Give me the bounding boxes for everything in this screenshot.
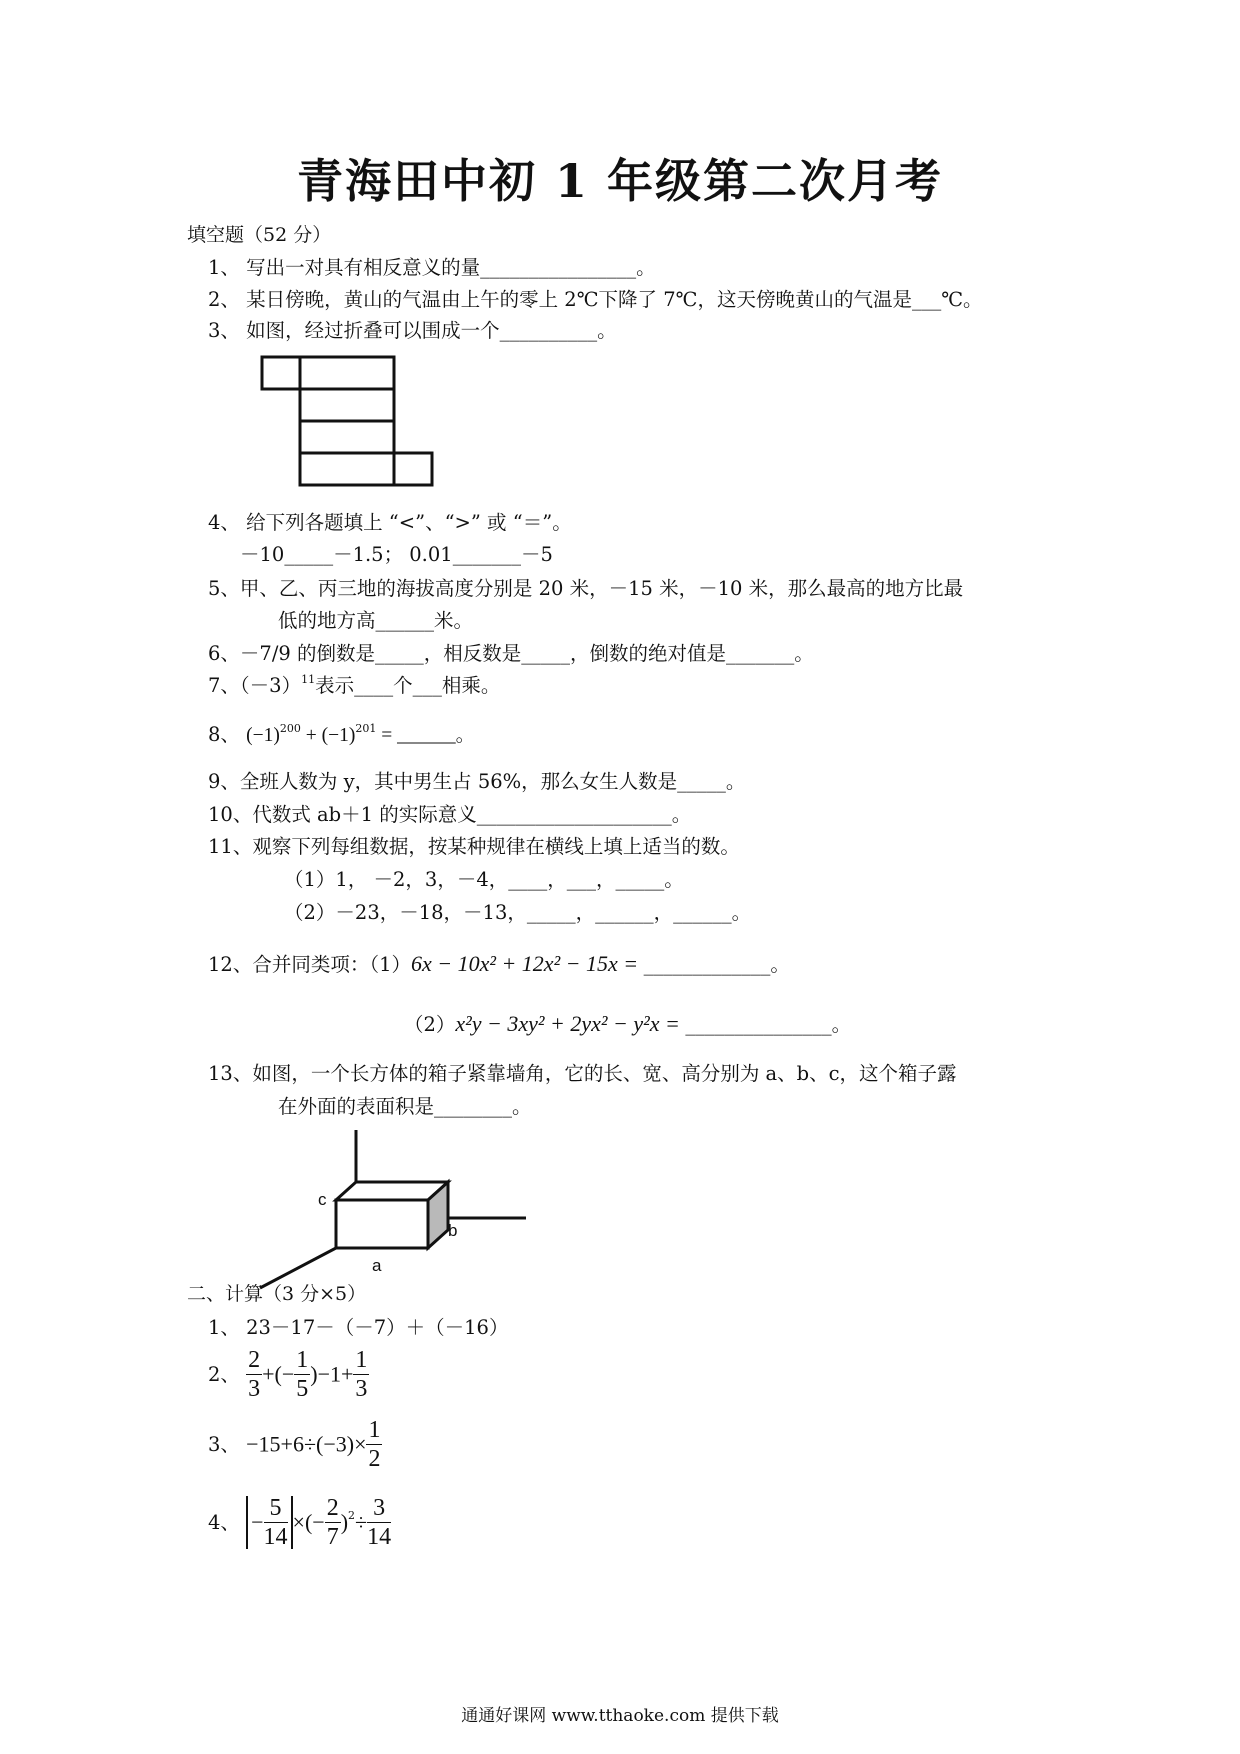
question-10: 10、代数式 ab＋1 的实际意义____________________。 — [208, 803, 692, 826]
calc-2 — [208, 1348, 369, 1401]
question-7-rest: 表示____个___相乘。 — [315, 674, 501, 697]
question-11-part-2: （2）－23，－18，－13，_____，______，______。 — [284, 901, 752, 924]
page-footer: 通通好课网 www.tthaoke.com 提供下载 — [461, 1706, 779, 1726]
calc-1: 1、 23－17－（－7）＋（－16） — [208, 1316, 509, 1339]
question-12-blank-2: _______________。 — [685, 1013, 852, 1036]
question-5-line-2: 低的地方高______米。 — [278, 609, 474, 632]
section-heading-fill-blank: 填空题（52 分） — [187, 224, 332, 246]
question-8-rest: = ______。 — [376, 725, 476, 746]
question-13-line-2: 在外面的表面积是________。 — [278, 1095, 532, 1118]
net-face-3 — [300, 421, 394, 453]
net-face-1 — [300, 357, 394, 389]
question-11-part-1: （1）1， －2，3，－4，____，___，_____。 — [284, 868, 684, 891]
calc-2-op-1: +(− — [262, 1361, 295, 1387]
question-12-part-1 — [208, 953, 790, 975]
net-face-left — [262, 357, 300, 389]
question-8-exp-2: 201 — [355, 722, 377, 735]
box-corner-figure — [250, 1120, 540, 1300]
calc-4-op-2: ÷ — [355, 1509, 368, 1535]
box-front-face — [336, 1200, 428, 1248]
calc-4-op-1: ×(− — [292, 1509, 325, 1535]
question-9: 9、全班人数为 y，其中男生占 56%，那么女生人数是_____。 — [208, 770, 746, 793]
calc-4: 4、 − $\frac{5}{14}$ ×(− $\frac{2}{7}$ )$^2$÷ $\frac{3}{14}$ — [208, 1495, 392, 1550]
calc-2-fraction-3: $\frac{1}{3}$ — [355, 1347, 368, 1402]
question-8 — [208, 722, 476, 746]
question-12-expression-2: x²y − 3xy² + 2yx² − y²x = — [455, 1011, 686, 1036]
question-7-base: 7、（－3） — [208, 674, 302, 697]
question-7-exponent: 11 — [301, 673, 316, 686]
calc-4-number: 4、 — [208, 1510, 240, 1534]
calc-3 — [208, 1418, 382, 1471]
net-face-right — [394, 453, 432, 485]
question-2: 2、 某日傍晚，黄山的气温由上午的零上 2℃下降了 7℃，这天傍晚黄山的气温是___℃。 — [208, 288, 983, 311]
calc-3-expression: −15+6÷(−3)× — [246, 1431, 367, 1457]
cube-net-figure — [260, 355, 440, 495]
box-label-b: b — [448, 1221, 458, 1240]
question-1: 1、 写出一对具有相反意义的量________________。 — [208, 256, 656, 279]
box-label-c: c — [318, 1190, 327, 1209]
question-12-blank-1: _____________。 — [643, 953, 790, 976]
question-8-term-2: + (−1) — [300, 725, 356, 746]
question-12-part-2 — [404, 1013, 851, 1035]
question-6: 6、－7/9 的倒数是_____，相反数是_____，倒数的绝对值是_______。 — [208, 642, 814, 665]
section-heading-calculation: 二、计算（3 分×5） — [187, 1283, 367, 1305]
calc-2-fraction-2: $\frac{1}{5}$ — [296, 1347, 309, 1402]
calc-4-fraction-2: $\frac{2}{7}$ — [326, 1495, 339, 1550]
calc-2-op-2: )−1+ — [310, 1361, 354, 1387]
page-title: 青海田中初 1 年级第二次月考 — [296, 154, 944, 208]
calc-2-fraction-1: $\frac{2}{3}$ — [248, 1347, 261, 1402]
floor-diagonal-line — [260, 1248, 336, 1288]
question-11: 11、观察下列每组数据，按某种规律在横线上填上适当的数。 — [208, 835, 740, 858]
question-13-line-1: 13、如图，一个长方体的箱子紧靠墙角，它的长、宽、高分别为 a、b、c，这个箱子露 — [208, 1062, 957, 1085]
question-7 — [208, 673, 501, 697]
calc-2-number: 2、 — [208, 1362, 240, 1386]
question-4-items: －10_____－1.5； 0.01_______－5 — [240, 543, 553, 566]
question-8-term-1: (−1) — [246, 725, 280, 746]
calc-4-fraction-1: $\frac{5}{14}$ — [263, 1495, 288, 1550]
calc-4-exponent: 2 — [348, 1509, 356, 1522]
question-5-line-1: 5、甲、乙、丙三地的海拔高度分别是 20 米，－15 米，－10 米，那么最高的地方比最 — [208, 577, 964, 600]
calc-4-fraction-3: $\frac{3}{14}$ — [367, 1495, 392, 1550]
question-12-label: 12、合并同类项：（1） — [208, 953, 411, 976]
calc-3-number: 3、 — [208, 1432, 240, 1456]
question-4: 4、 给下列各题填上 “<”、“>” 或 “＝”。 — [208, 511, 572, 534]
calc-4-absolute-value: − $\frac{5}{14}$ — [246, 1496, 292, 1549]
question-12-expression-1: 6x − 10x² + 12x² − 15x = — [410, 951, 644, 976]
net-face-4 — [300, 453, 394, 485]
net-face-2 — [300, 389, 394, 421]
box-label-a: a — [372, 1256, 382, 1275]
question-12-part-2-label: （2） — [404, 1013, 456, 1036]
question-8-exp-1: 200 — [279, 722, 301, 735]
question-8-number: 8、 — [208, 723, 240, 746]
calc-3-fraction: $\frac{1}{2}$ — [368, 1417, 381, 1472]
question-3: 3、 如图，经过折叠可以围成一个__________。 — [208, 319, 617, 342]
